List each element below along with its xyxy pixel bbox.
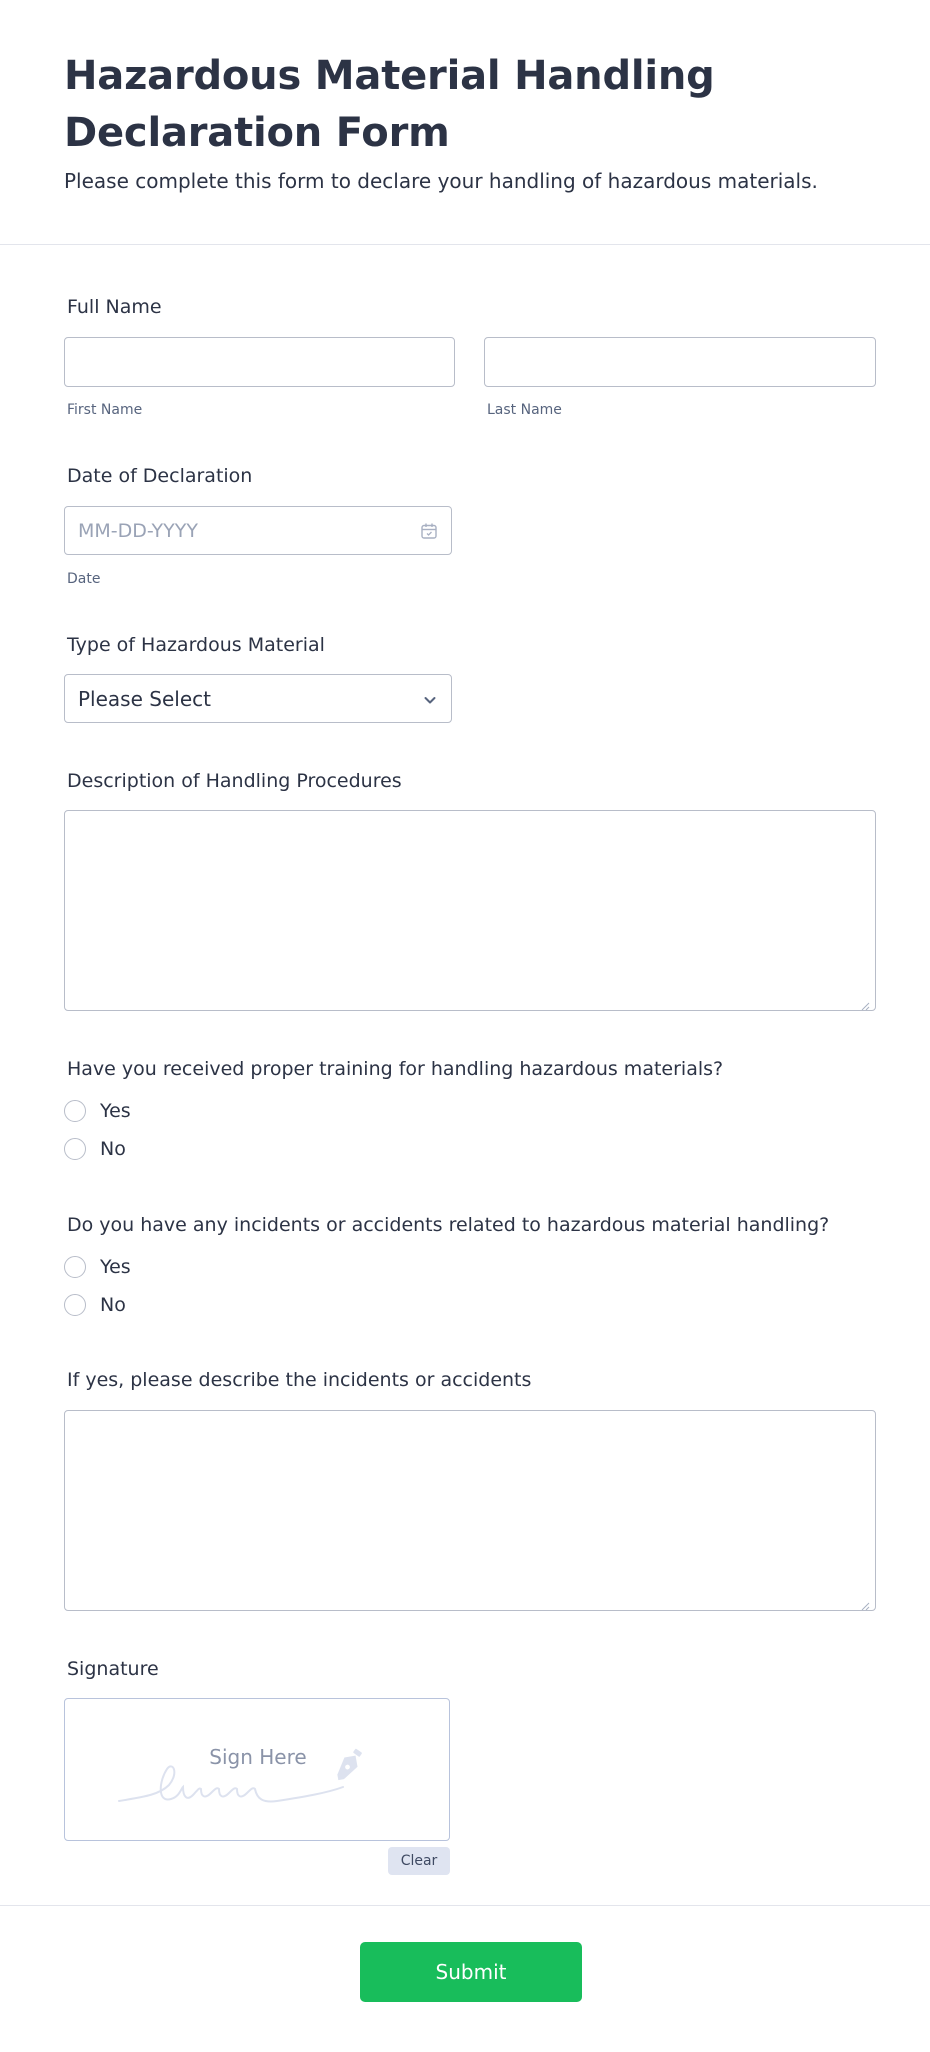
chevron-down-icon — [422, 691, 438, 707]
signature-label: Signature — [67, 1658, 159, 1680]
first-name-sublabel: First Name — [67, 402, 143, 418]
training-option-no[interactable] — [64, 1136, 126, 1162]
material-type-select[interactable] — [64, 674, 452, 723]
incident-description-textarea[interactable] — [64, 1410, 876, 1611]
form-header — [64, 48, 884, 194]
material-type-label: Type of Hazardous Material — [67, 634, 325, 656]
footer-divider — [0, 1905, 930, 1906]
radio-label: Yes — [100, 1100, 131, 1122]
form-title: Hazardous Material Handling Declaration Form — [64, 53, 715, 156]
incidents-question: Do you have any incidents or accidents related to hazardous material handling? — [67, 1214, 830, 1236]
radio-button[interactable] — [64, 1294, 86, 1316]
handling-description-textarea[interactable] — [64, 810, 876, 1011]
first-name-input[interactable] — [64, 337, 455, 387]
incident-description-label: If yes, please describe the incidents or accidents — [67, 1369, 532, 1391]
sign-here-placeholder: Sign Here — [209, 1745, 307, 1769]
training-option-yes[interactable] — [64, 1098, 131, 1124]
incidents-option-no[interactable] — [64, 1292, 126, 1318]
radio-label: No — [100, 1294, 126, 1316]
resize-grip-icon[interactable] — [860, 996, 870, 1006]
date-label: Date of Declaration — [67, 465, 253, 487]
full-name-label: Full Name — [67, 296, 162, 318]
clear-signature-button[interactable]: Clear — [388, 1847, 450, 1875]
date-sublabel: Date — [67, 571, 101, 587]
submit-button[interactable]: Submit — [360, 1942, 582, 2002]
header-divider — [0, 244, 930, 245]
last-name-sublabel: Last Name — [487, 402, 562, 418]
radio-button[interactable] — [64, 1256, 86, 1278]
radio-button[interactable] — [64, 1138, 86, 1160]
handling-description-label: Description of Handling Procedures — [67, 770, 402, 792]
radio-button[interactable] — [64, 1100, 86, 1122]
form-subtitle: Please complete this form to declare your handling of hazardous materials. — [64, 169, 818, 193]
calendar-icon[interactable] — [420, 522, 438, 540]
radio-label: No — [100, 1138, 126, 1160]
signature-pad[interactable] — [64, 1698, 450, 1841]
training-question: Have you received proper training for handling hazardous materials? — [67, 1058, 724, 1080]
radio-label: Yes — [100, 1256, 131, 1278]
resize-grip-icon[interactable] — [860, 1596, 870, 1606]
date-input[interactable] — [64, 506, 452, 555]
material-type-selected: Please Select — [78, 686, 211, 711]
incidents-option-yes[interactable] — [64, 1254, 131, 1280]
last-name-input[interactable] — [484, 337, 876, 387]
date-placeholder: MM-DD-YYYY — [78, 519, 198, 542]
